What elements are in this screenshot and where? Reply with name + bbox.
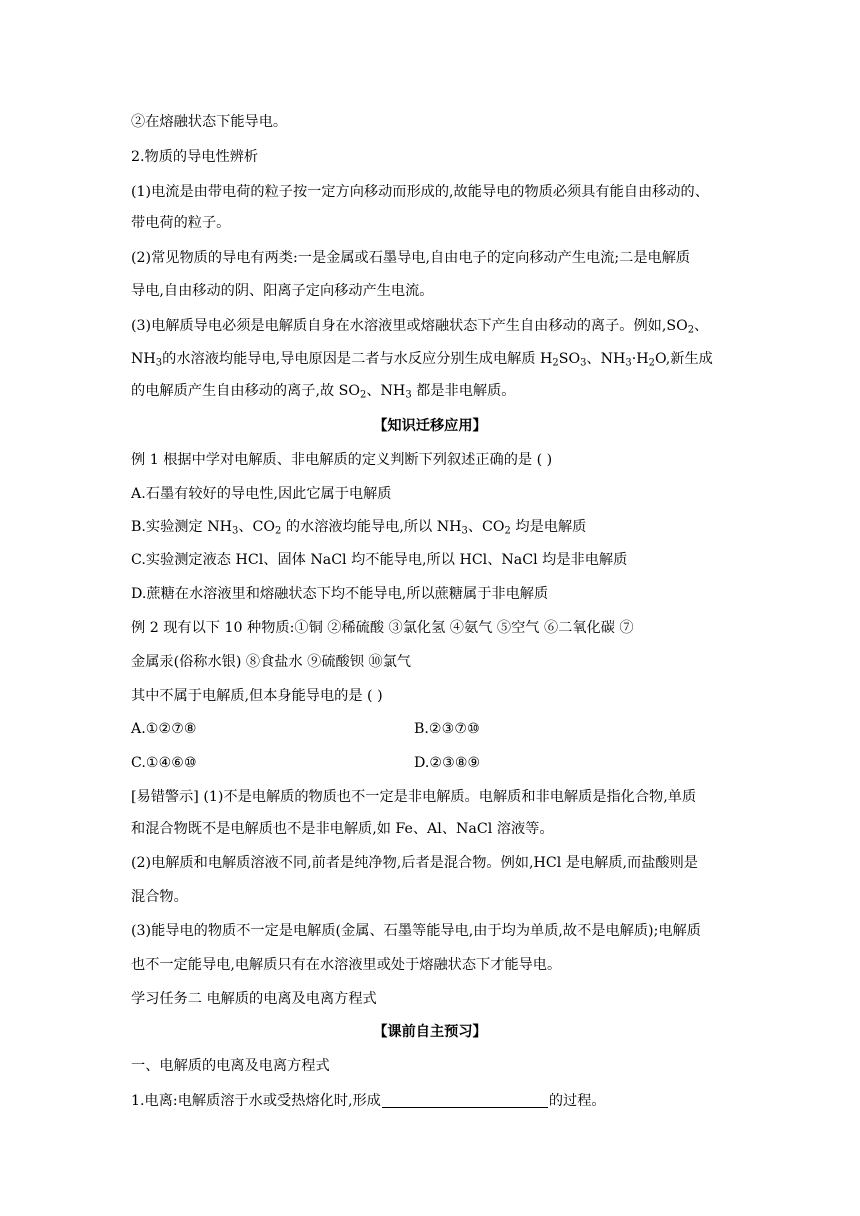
subscript: 3	[155, 357, 163, 369]
text-line	[131, 248, 690, 268]
warning-note	[131, 787, 696, 807]
text-line	[131, 921, 701, 941]
text-run: (1)电流是由带电荷的粒子按一定方向移动而形成的,故能导电的物质必须具有能自由移动的、	[131, 184, 709, 200]
example-2-options-row-1	[131, 719, 480, 739]
example-1-option-a	[131, 484, 391, 504]
text-run: ②在熔融状态下能导电。	[131, 114, 288, 130]
text-run: [易错警示] (1)不是电解质的物质也不一定是非电解质。电解质和非电解质是指化合物,单质	[131, 789, 697, 805]
text-run: (3)电解质导电必须是电解质自身在水溶液里或熔融状态下产生自由移动的离子。例如,SO	[131, 318, 688, 334]
subscript: 2	[687, 324, 695, 336]
text-run: O,新生成	[654, 351, 713, 367]
text-line	[131, 316, 708, 336]
example-2-option-d: D.②③⑧⑨	[414, 755, 481, 771]
text-run: A.石墨有较好的导电性,因此它属于电解质	[131, 486, 392, 502]
text-run: SO	[558, 351, 581, 367]
text-run: 其中不属于电解质,但本身能导电的是 ( )	[131, 688, 383, 704]
text-line	[131, 381, 515, 401]
text-run: C.实验测定液态 HCl、固体 NaCl 均不能导电,所以 HCl、NaCl 均是非电解质	[131, 552, 628, 568]
text-run: (2)电解质和电解质溶液不同,前者是纯净物,后者是混合物。例如,HCl 是电解质,而盐酸则是	[131, 855, 698, 871]
fill-in-line	[131, 1091, 606, 1111]
text-run: 例 2 现有以下 10 种物质:①铜 ②稀硫酸 ③氯化氢 ④氨气 ⑤空气 ⑥二氧化碳 ⑦	[131, 620, 634, 636]
text-run: 的水溶液均能导电,导电原因是二者与水反应分别生成电解质 H	[162, 351, 553, 367]
text-run: 一、电解质的电离及电离方程式	[131, 1058, 330, 1074]
text-run: D.蔗糖在水溶液里和熔融状态下均不能导电,所以蔗糖属于非电解质	[131, 586, 549, 602]
subscript: 3	[625, 357, 632, 369]
example-2-option-c: C.①④⑥⑩	[131, 755, 197, 771]
text-run: 、CO	[467, 519, 505, 535]
example-2-options-row-2	[131, 753, 481, 773]
text-run: 均是电解质	[510, 519, 587, 535]
subscript: 2	[552, 357, 559, 369]
text-run: 、	[694, 318, 709, 334]
example-1-option-c	[131, 550, 627, 570]
text-run: 2.物质的导电性辨析	[131, 149, 259, 165]
example-2-option-a: A.①②⑦⑧	[131, 721, 197, 737]
fill-in-suffix: 的过程。	[548, 1093, 606, 1109]
text-line	[131, 887, 188, 907]
text-run: (3)能导电的物质不一定是电解质(金属、石墨等能导电,由于均为单质,故不是电解质);电解质	[131, 923, 701, 939]
text-run: 都是非电解质。	[411, 383, 516, 399]
example-1-question	[131, 450, 552, 470]
fill-in-prefix: 1.电离:电解质溶于水或受热熔化时,形成	[131, 1093, 381, 1109]
text-run: 金属汞(俗称水银) ⑧食盐水 ⑨硫酸钡 ⑩氯气	[131, 654, 411, 670]
text-line	[131, 112, 287, 132]
subsection-heading	[131, 1056, 330, 1076]
text-line	[131, 955, 561, 975]
text-run: 和混合物既不是电解质也不是非电解质,如 Fe、Al、NaCl 溶液等。	[131, 821, 554, 837]
text-line	[131, 182, 709, 202]
subscript: 3	[580, 357, 587, 369]
text-line	[131, 281, 433, 301]
subscript: 2	[275, 525, 282, 537]
text-run: NH	[131, 351, 156, 367]
text-line	[131, 819, 554, 839]
text-run: 混合物。	[131, 889, 188, 905]
task-heading	[131, 989, 377, 1009]
text-run: ·H	[631, 351, 649, 367]
example-1-option-b	[131, 517, 586, 537]
section-title-knowledge-transfer	[0, 416, 860, 436]
example-2-prompt	[131, 686, 383, 706]
example-2-option-b: B.②③⑦⑩	[414, 721, 480, 737]
text-run: 的电解质产生自由移动的离子,故 SO	[131, 383, 360, 399]
text-run: 【课前自主预习】	[373, 1024, 487, 1040]
text-run: 学习任务二 电解质的电离及电离方程式	[131, 991, 377, 1007]
text-run: 例 1 根据中学对电解质、非电解质的定义判断下列叙述正确的是 ( )	[131, 452, 553, 468]
subscript: 2	[648, 357, 655, 369]
section-heading	[131, 147, 258, 167]
text-line	[131, 349, 713, 369]
text-run: B.实验测定 NH	[131, 519, 232, 535]
text-run: 带电荷的粒子。	[131, 215, 231, 231]
text-run: 的水溶液均能导电,所以 NH	[281, 519, 462, 535]
example-2-question-cont	[131, 652, 411, 672]
text-line	[131, 213, 230, 233]
text-run: 、NH	[586, 351, 626, 367]
text-run: 、CO	[238, 519, 275, 535]
subscript: 2	[504, 525, 511, 537]
example-2-question	[131, 618, 634, 638]
text-run: 【知识迁移应用】	[373, 418, 487, 434]
text-line	[131, 853, 698, 873]
subscript: 3	[461, 525, 468, 537]
text-run: 也不一定能导电,电解质只有在水溶液里或处于熔融状态下才能导电。	[131, 957, 562, 973]
example-1-option-d	[131, 584, 548, 604]
text-run: 、NH	[366, 383, 406, 399]
section-title-self-study	[0, 1022, 860, 1042]
answer-blank[interactable]	[382, 1091, 548, 1108]
text-run: (2)常见物质的导电有两类:一是金属或石墨导电,自由电子的定向移动产生电流;二是电解质	[131, 250, 691, 266]
subscript: 3	[405, 389, 412, 401]
text-run: 导电,自由移动的阴、阳离子定向移动产生电流。	[131, 283, 434, 299]
subscript: 2	[360, 389, 367, 401]
subscript: 3	[231, 525, 239, 537]
